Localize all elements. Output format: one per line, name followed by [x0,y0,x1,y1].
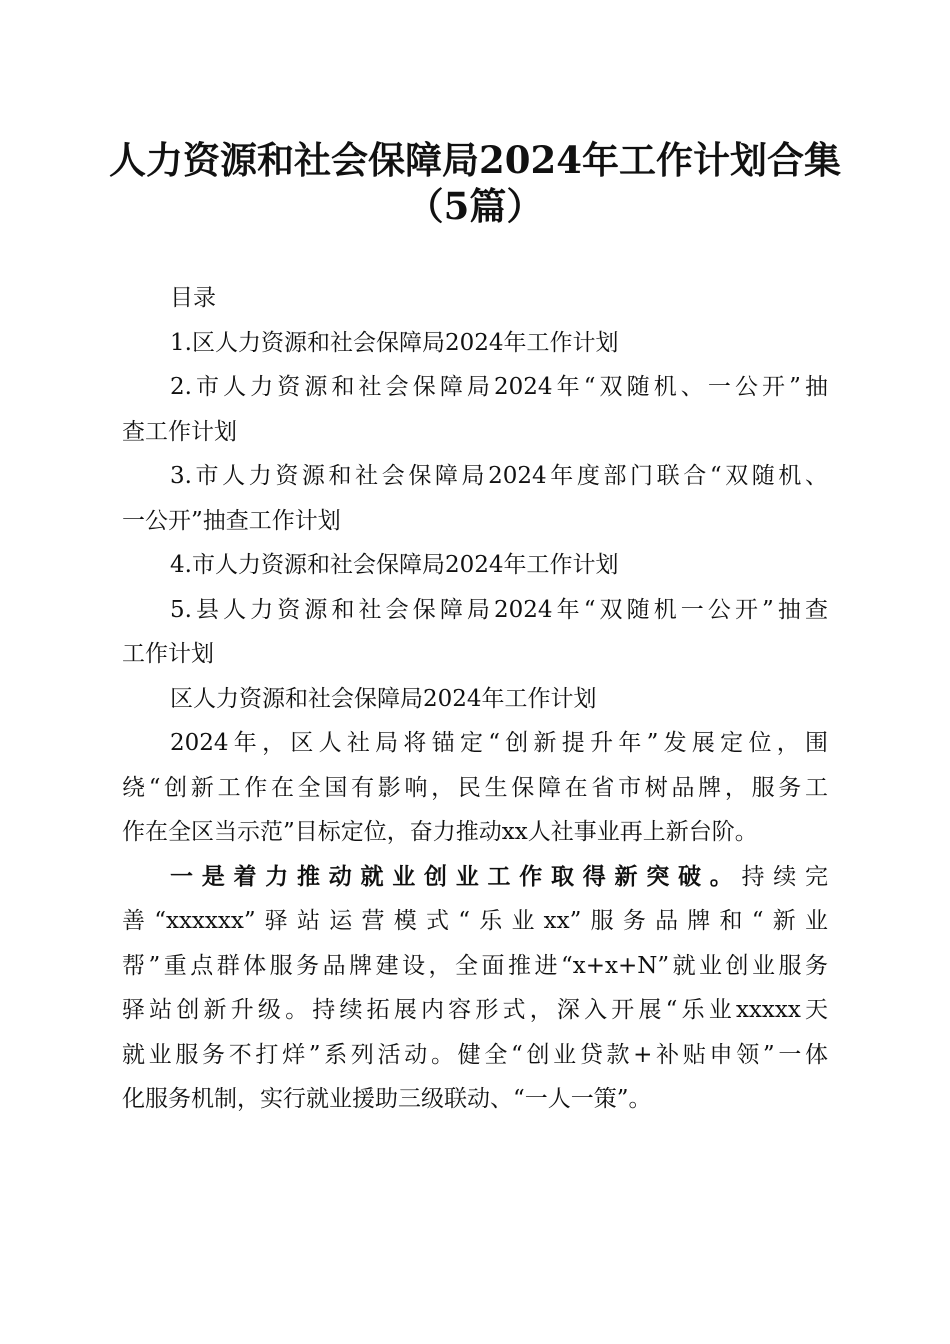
toc-item-3 [122,454,828,543]
toc-item-4: 4.市人力资源和社会保障局2024年工作计划 [170,552,619,578]
point-1-line-4: 驿站创新升级。持续拓展内容形式，深入开展“乐业xxxxx天 [122,997,828,1023]
toc-item-1: 1.区人力资源和社会保障局2024年工作计划 [170,329,619,356]
section-heading: 区人力资源和社会保障局2024年工作计划 [170,685,597,712]
point-1-heading: 一是着力推动就业创业工作取得新突破。 [170,862,742,890]
point-1-line-5: 就业服务不打烊”系列活动。健全“创业贷款+补贴申领”一体 [122,1041,828,1068]
document-title-count: （5篇） [406,184,544,228]
point-1-line-2: 善“xxxxxx”驿站运营模式“乐业xx”服务品牌和“新业 [122,908,828,934]
point-1-paragraph [122,855,828,1122]
toc-item-5 [122,588,828,677]
toc-item-5-line-1: 5.县人力资源和社会保障局2024年“双随机一公开”抽查 [170,596,828,623]
point-1-line-3: 帮”重点群体服务品牌建设，全面推进“x+x+N”就业创业服务 [122,952,828,979]
intro-line-2: 绕“创新工作在全国有影响，民生保障在省市树品牌，服务工 [122,774,828,801]
toc-item-5-line-2: 工作计划 [122,641,214,667]
document-title: 人力资源和社会保障局2024年工作计划合集 [109,138,841,182]
point-1-line-1 [122,855,828,900]
toc-item-2-line-2: 查工作计划 [122,418,237,445]
intro-line-3: 作在全区当示范”目标定位，奋力推动xx人社事业再上新台阶。 [122,819,758,845]
document-body [122,276,828,1122]
intro-paragraph [122,721,828,855]
point-1-line-6: 化服务机制，实行就业援助三级联动、“一人一策”。 [122,1086,652,1112]
toc-heading: 目录 [170,285,216,311]
toc-item-2-line-1: 2.市人力资源和社会保障局2024年“双随机、一公开”抽 [170,374,828,400]
intro-line-1: 2024年，区人社局将锚定“创新提升年”发展定位，围 [170,730,828,756]
point-1-line-1-rest: 持续完 [741,863,828,890]
toc-item-2 [122,365,828,454]
toc-item-3-line-1: 3.市人力资源和社会保障局2024年度部门联合“双随机、 [170,463,828,489]
toc-item-3-line-2: 一公开”抽查工作计划 [122,507,341,534]
